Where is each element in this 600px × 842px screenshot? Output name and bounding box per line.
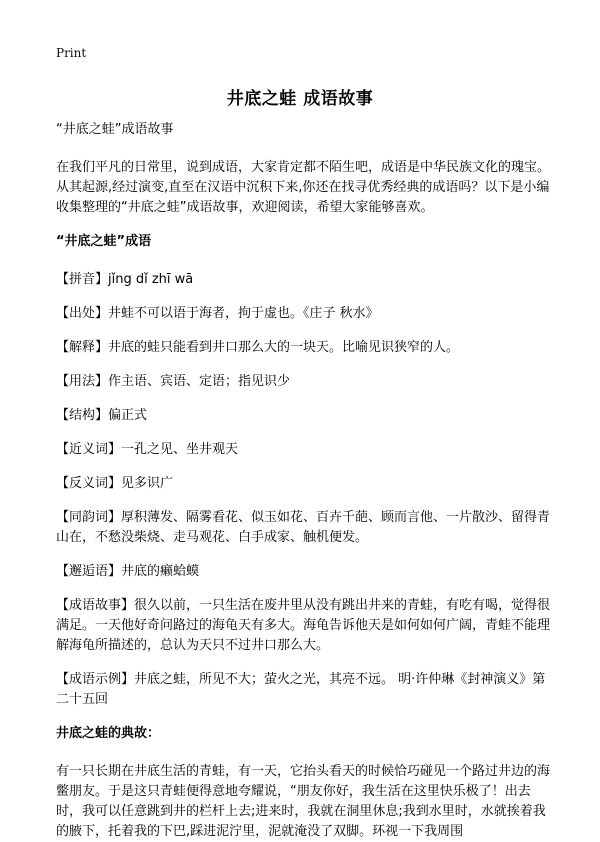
entry-synonyms xyxy=(56,440,556,460)
article-body xyxy=(56,120,556,842)
entry-text: 很久以前，一只生活在废井里从没有跳出井来的青蛙，有吃有喝，觉得很满足。一天他好奇问路过的海龟天有多大。海龟告诉他天是如何如何广阔，青蛙不能理解海龟所描述的，总认为天只不过井口那么大。 xyxy=(56,598,551,653)
entry-text: 见多识广 xyxy=(121,476,174,491)
entry-label: 【邂逅语】 xyxy=(56,564,122,579)
entry-structure xyxy=(56,406,556,426)
entry-text: 作主语、宾语、定语；指见识少 xyxy=(108,374,291,389)
entry-label: 【反义词】 xyxy=(56,476,122,491)
entry-text: 厚积薄发、隔雾看花、似玉如花、百卉千葩、顾而言他、一片散沙、留得青山在，不愁没柴烧、走马观花、白手成家、触机便发。 xyxy=(56,510,551,545)
entry-label: 【成语示例】 xyxy=(56,672,135,687)
print-link[interactable]: Print xyxy=(56,46,87,60)
entry-label: 【近义词】 xyxy=(56,442,122,457)
entry-story xyxy=(56,596,556,656)
entry-text: 一孔之见、坐井观天 xyxy=(121,442,239,457)
entry-text: 井底的癞蛤蟆 xyxy=(121,564,200,579)
entry-label: 【出处】 xyxy=(56,306,109,321)
entry-label: 【同韵词】 xyxy=(56,510,122,525)
entry-usage xyxy=(56,372,556,392)
page-title: 井底之蛙 成语故事 xyxy=(226,89,374,109)
entry-pinyin xyxy=(56,270,556,290)
section-title-idiom: “井底之蛙”成语 xyxy=(56,234,152,249)
section-title-allusion: 井底之蛙的典故： xyxy=(56,726,161,741)
entry-xiehouyu xyxy=(56,562,556,582)
story-paragraph: 有一只长期在井底生活的青蛙，有一天，它抬头看天的时候恰巧碰见一个路过井边的海鳖朋友。于是这只青蛙便得意地夸耀说，“朋友你好，我生活在这里快乐极了！出去时，我可以任意跳到井的栏杆上去;进来时，我就在洞里休息;我到水里时，水就挨着我的腋下，托着我的下巴,踩进泥泞里，泥就淹没了双脚。环视一下我周围 xyxy=(56,764,551,839)
intro-paragraph: 在我们平凡的日常里，说到成语，大家肯定都不陌生吧，成语是中华民族文化的瑰宝。从其起源,经过演变,直至在汉语中沉积下来,你还在找寻优秀经典的成语吗？以下是小编收集整理的“井底之蛙”成语故事，欢迎阅读，希望大家能够喜欢。 xyxy=(56,160,551,215)
entry-text: jǐng dǐ zhī wā xyxy=(108,272,194,287)
entry-explanation xyxy=(56,338,556,358)
entry-label: 【用法】 xyxy=(56,374,109,389)
entry-antonyms xyxy=(56,474,556,494)
entry-text: 井蛙不可以语于海者，拘于虚也。《庄子 秋水》 xyxy=(108,306,379,321)
entry-text: 井底之蛙，所见不大；萤火之光，其亮不远。 明·许仲琳《封神演义》第二十五回 xyxy=(56,672,546,707)
entry-rhymes xyxy=(56,508,556,548)
entry-text: 井底的蛙只能看到井口那么大的一块天。比喻见识狭窄的人。 xyxy=(108,340,460,355)
entry-label: 【拼音】 xyxy=(56,272,109,287)
entry-text: 偏正式 xyxy=(108,408,148,423)
entry-source xyxy=(56,304,556,324)
article-subheading: “井底之蛙”成语故事 xyxy=(56,122,174,137)
entry-label: 【解释】 xyxy=(56,340,109,355)
entry-label: 【结构】 xyxy=(56,408,109,423)
entry-example xyxy=(56,670,556,710)
entry-label: 【成语故事】 xyxy=(56,598,135,613)
